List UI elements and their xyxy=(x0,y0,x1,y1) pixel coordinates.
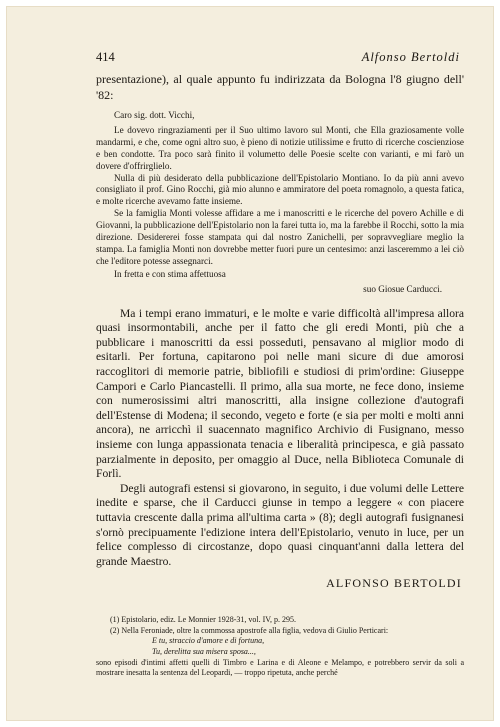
page-body xyxy=(96,72,464,679)
running-header xyxy=(96,50,460,66)
quoted-letter xyxy=(96,110,464,296)
letter-paragraph: Nulla di più desiderato della pubblicazione dell'Epistolario Montiano. Io da più anni avevo consigliato il prof. Gino Rocchi, già mio alunno e ammiratore del poeta romagnolo, a questa fatica, e molte ricerche avevamo fatte insieme. xyxy=(96,172,464,207)
letter-salutation: Caro sig. dott. Vicchi, xyxy=(114,110,195,120)
essay-paragraph: Ma i tempi erano immaturi, e le molte e varie difficoltà all'impresa allora quasi insormontabili, anche per il fatto che gli eredi Monti, più che a pubblicare i manoscritti da essi posseduti, pensavano al miglior modo di esitarli. Per fortuna, capitarono poi nelle mani sicure di due amorosi raccoglitori di memorie patrie, bibliofili e studiosi di prim'ordine: Giuseppe Campori e Carlo Piancastelli. Il primo, alla sua morte, ne fece dono, insieme con numerosissimi altri manoscritti, alla insigne collezione d'autografi dell'Estense di Modena; il secondo, vegeto e forte (e sia per molti e molti anni ancora), ne arricchì il suacennato magnifico Archivio di Fusignano, messo insieme con lunga appassionata tenacia e liberalità principesca, e già passato parzialmente in deposito, per omaggio al Duce, nella Biblioteca Comunale di Forlì. xyxy=(96,306,464,481)
running-author: Alfonso Bertoldi xyxy=(361,50,460,64)
footnote-continuation: sono episodi d'intimi affetti quelli di Timbro e Larina e di Aleone e Melampo, e potrebbero servir da soli a mostrare inesatta la sentenza del Leopardi, — troppo ripetuta, anche perché xyxy=(96,657,464,678)
book-page xyxy=(6,6,494,721)
letter-paragraph: Le dovevo ringraziamenti per il Suo ultimo lavoro sul Monti, che Ella graziosamente volle mandarmi, e che, come ogni altro suo, è pieno di notizie utilissime e frutto di ricerche coscienziose e ben condotte. Tra poco sarà finito il volumetto delle Poesie scelte con varianti, e mi farò un dovere d'offrirglielo. xyxy=(96,124,464,171)
letter-closing: In fretta e con stima affettuosa xyxy=(114,268,226,279)
letter-paragraph: Se la famiglia Monti volesse affidare a me i manoscritti e le ricerche del povero Achille e di Giovanni, la pubblicazione dell'Epistolario non la farei tutta io, ma la farebbe il Rocchi, sotto la mia direzione. Desidererei fosse stampata qui dal nostro Zanichelli, per sopravvegliare meglio la stampa. La famiglia Monti non dovrebbe metter fuori pure un centesimo: anzi lasceremmo a lei ciò che l'editore potesse assegnarci. xyxy=(96,208,464,266)
footnotes xyxy=(96,615,464,679)
essay-paragraph: Degli autografi estensi si giovarono, in seguito, i due volumi delle Lettere inedite e sparse, che il Carducci giunse in tempo a leggere « con piacere tuttavia crescente dalla prima all'ultima carta » (8); degli autografi fusignanesi s'ornò precipuamente l'edizione intera dell'Epistolario, venuto in luce, per un felice complesso di circostanze, dopo quasi cinquant'anni dalla lettera del grande Maestro. xyxy=(96,481,464,568)
footnote-2: (2) Nella Feroniade, oltre la commossa apostrofe alla figlia, vedova di Giulio Perticari: xyxy=(110,625,389,635)
letter-signature: suo Giosue Carducci. xyxy=(363,283,442,294)
essay-text xyxy=(96,307,464,570)
footnote-1: (1) Epistolario, ediz. Le Monnier 1928-31, vol. IV, p. 295. xyxy=(110,615,297,625)
footnote-verse: Tu, derelitta sua misera sposa..., xyxy=(152,647,256,657)
lead-paragraph: presentazione), al quale appunto fu indirizzata da Bologna l'8 giugno dell' '82: xyxy=(96,72,464,102)
page-number: 414 xyxy=(96,50,115,64)
footnote-verse: E tu, straccio d'amore e di fortuna, xyxy=(152,636,265,646)
author-signature: ALFONSO BERTOLDI xyxy=(326,576,462,591)
